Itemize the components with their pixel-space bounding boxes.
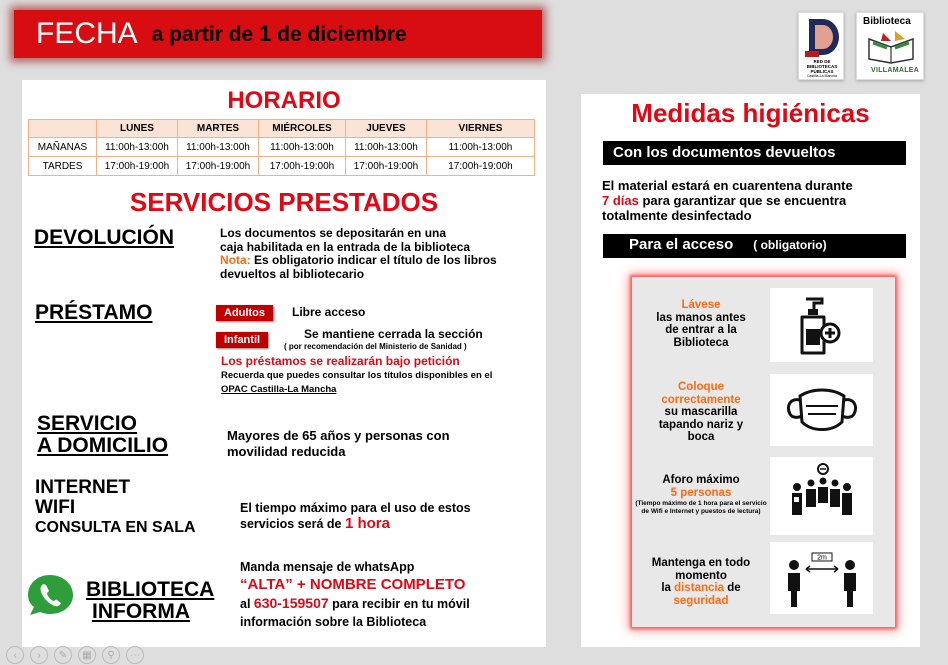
- infantil-text: Se mantiene cerrada la sección: [304, 327, 483, 341]
- table-cell: 11:00h-13:00h: [427, 138, 535, 157]
- table-row: [29, 157, 535, 176]
- social-distance-icon: [770, 542, 873, 614]
- medidas-box: [632, 277, 895, 627]
- mascarilla-text: Coloque correctamente su mascarilla tapando nariz y boca: [658, 381, 744, 443]
- red-bibliotecas-logo: [798, 12, 844, 80]
- adultos-text: Libre acceso: [292, 305, 366, 319]
- pen-icon[interactable]: ✎: [54, 646, 72, 664]
- face-mask-icon: [770, 374, 873, 446]
- open-book-icon: [865, 29, 917, 65]
- more-options-icon[interactable]: ⋯: [126, 646, 144, 664]
- table-cell: 17:00h-19:00h: [259, 157, 346, 176]
- opac-link[interactable]: OPAC Castilla-La Mancha: [221, 384, 337, 395]
- vill-bottom: VILLAMALEA: [871, 67, 920, 74]
- domicilio-text: Mayores de 65 años y personas con movilidad reducida: [227, 428, 450, 459]
- vill-top: Biblioteca: [863, 16, 911, 27]
- table-cell: 17:00h-19:00h: [427, 157, 535, 176]
- fecha-label: FECHA: [36, 17, 138, 50]
- medidas-title: Medidas higiénicas: [631, 98, 870, 128]
- adultos-badge: Adultos: [216, 303, 273, 321]
- table-cell: TARDES: [29, 157, 97, 176]
- table-header-cell: LUNES: [97, 120, 178, 138]
- table-cell: 17:00h-19:00h: [178, 157, 259, 176]
- medidas-panel: [581, 94, 920, 647]
- domicilio-heading: SERVICIO A DOMICILIO: [37, 412, 169, 457]
- table-cell: 17:00h-19:00h: [346, 157, 427, 176]
- table-header-cell: [29, 120, 97, 138]
- table-cell: 11:00h-13:00h: [178, 138, 259, 157]
- lavese-text: Lávese las manos antes de entrar a la Biblioteca: [656, 299, 746, 349]
- servicios-title: SERVICIOS PRESTADOS: [129, 187, 439, 217]
- fecha-text: a partir de 1 de diciembre: [151, 21, 407, 46]
- table-cell: 17:00h-19:00h: [97, 157, 178, 176]
- previous-icon[interactable]: ‹: [6, 646, 24, 664]
- zoom-icon[interactable]: ⚲: [102, 646, 120, 664]
- horario-servicios-panel: [22, 80, 546, 647]
- whatsapp-phone-icon: [26, 573, 76, 617]
- distancia-text: Mantenga en todo momento la distancia de seguridad: [651, 557, 751, 607]
- rbp-sub: Castilla-La Mancha: [807, 74, 837, 78]
- date-banner: [14, 10, 542, 58]
- slides-grid-icon[interactable]: ▦: [78, 646, 96, 664]
- acceso-bar: Para el acceso ( obligatorio): [603, 234, 906, 258]
- devolucion-text: Los documentos se depositarán en una caja habilitada en la entrada de la biblioteca Nota: Es obligatorio indicar el título de los libros devueltos al bibliotecario: [220, 226, 497, 281]
- table-cell: 11:00h-13:00h: [346, 138, 427, 157]
- documentos-bar: Con los documentos devueltos: [603, 141, 906, 165]
- horario-title: HORARIO: [227, 87, 341, 114]
- devolucion-heading: DEVOLUCIÓN: [34, 226, 175, 249]
- aforo-text: Aforo máximo 5 personas (Tiempo máximo de 1 hora para el servicio de Wifi e Internet y puestos de lectura): [635, 474, 767, 515]
- table-header-cell: MARTES: [178, 120, 259, 138]
- next-icon[interactable]: ›: [30, 646, 48, 664]
- informa-text: Manda mensaje de whatsApp “ALTA” + NOMBRE COMPLETO al 630-159507 para recibir en tu móvil información sobre la Biblioteca: [240, 560, 470, 629]
- table-cell: 11:00h-13:00h: [259, 138, 346, 157]
- table-header-row: [29, 120, 535, 138]
- recuerda-text: Recuerda que puedes consultar los títulos disponibles en el: [221, 370, 493, 381]
- horario-table: [28, 119, 535, 176]
- table-row: [29, 138, 535, 157]
- table-header-cell: JUEVES: [346, 120, 427, 138]
- table-cell: MAÑANAS: [29, 138, 97, 157]
- peticion-text: Los préstamos se realizarán bajo petición: [221, 354, 460, 368]
- biblioteca-villamalea-logo: [856, 12, 924, 80]
- prestamo-heading: PRÉSTAMO: [35, 301, 153, 324]
- informa-heading: BIBLIOTECA INFORMA: [86, 578, 215, 623]
- distance-sign-text: 2m: [816, 554, 827, 562]
- hand-sanitizer-icon: [770, 288, 873, 362]
- rbp-text: RED DE BIBLIOTECAS PÚBLICAS: [806, 59, 838, 74]
- table-header-cell: MIÉRCOLES: [259, 120, 346, 138]
- table-header-cell: VIERNES: [427, 120, 535, 138]
- slideshow-toolbar: [6, 646, 144, 664]
- cuarentena-text: El material estará en cuarentena durante 7 días para garantizar que se encuentra totalmente desinfectado: [602, 178, 853, 223]
- table-cell: 11:00h-13:00h: [97, 138, 178, 157]
- infantil-note: ( por recomendación del Ministerio de Sanidad ): [284, 342, 467, 351]
- infantil-badge: Infantil: [216, 330, 268, 348]
- internet-heading: INTERNET WIFI CONSULTA EN SALA: [35, 477, 196, 536]
- internet-text: El tiempo máximo para el uso de estos servicios será de 1 hora: [240, 501, 471, 532]
- people-capacity-icon: [770, 457, 873, 535]
